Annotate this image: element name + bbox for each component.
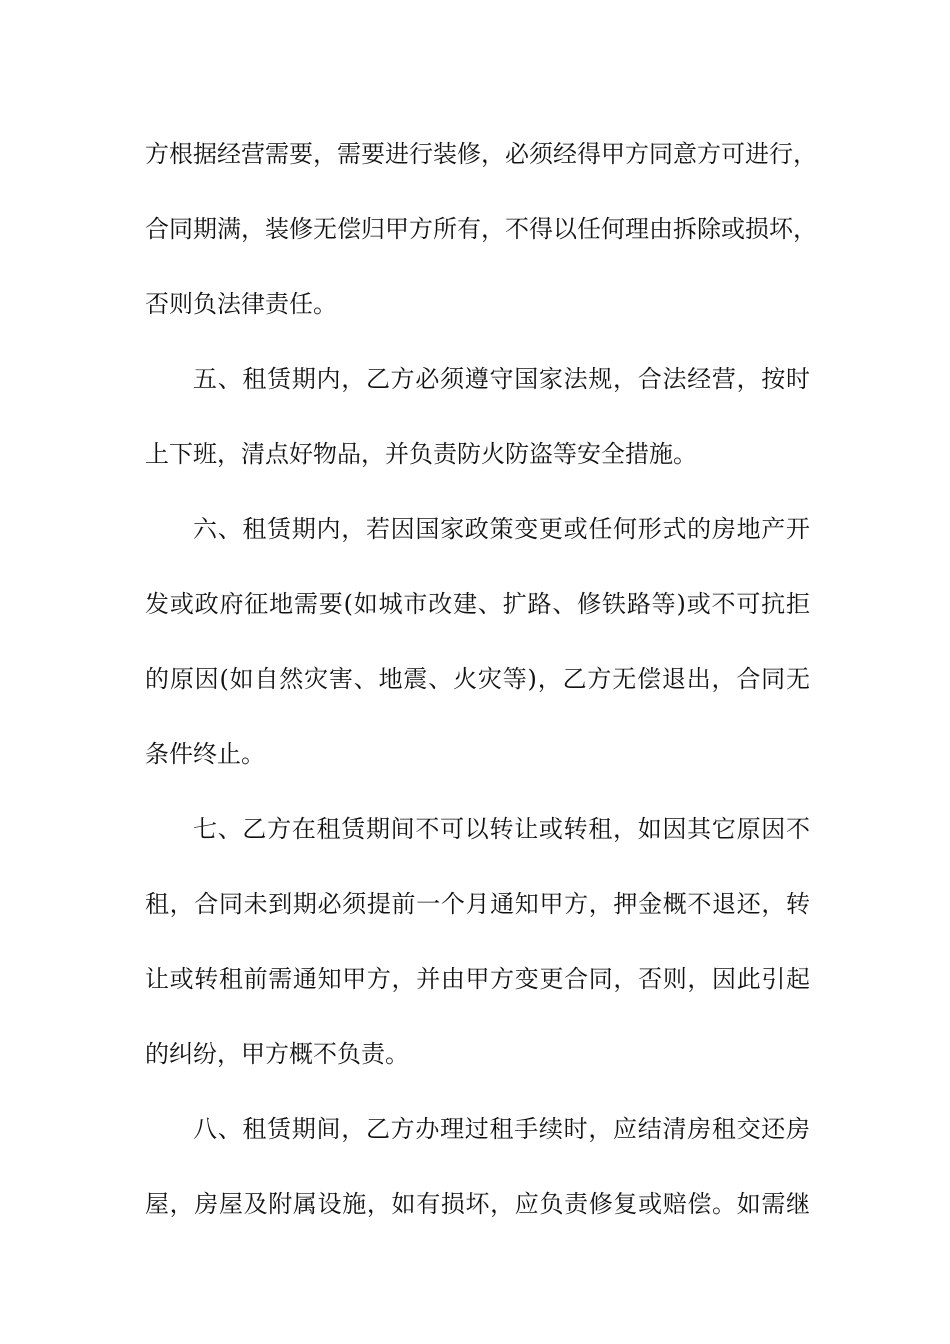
text-line: 屋，房屋及附属设施，如有损坏，应负责修复或赔偿。如需继	[145, 1190, 810, 1218]
text-line: 租，合同未到期必须提前一个月通知甲方，押金概不退还，转	[145, 890, 810, 918]
clause-6-start: 六、租赁期内，若因国家政策变更或任何形式的房地产开	[193, 515, 810, 543]
text-line: 合同期满，装修无偿归甲方所有，不得以任何理由拆除或损坏，	[145, 215, 817, 243]
contract-text-body	[145, 131, 817, 1256]
clause-5-start: 五、租赁期内，乙方必须遵守国家法规，合法经营，按时	[193, 365, 810, 393]
text-line: 发或政府征地需要(如城市改建、扩路、修铁路等)或不可抗拒	[145, 590, 810, 618]
text-line: 让或转租前需通知甲方，并由甲方变更合同，否则，因此引起	[145, 965, 810, 993]
clause-8-start: 八、租赁期间，乙方办理过租手续时，应结清房租交还房	[193, 1115, 810, 1143]
text-line: 否则负法律责任。	[145, 290, 337, 318]
clause-7-start: 七、乙方在租赁期间不可以转让或转租，如因其它原因不	[193, 815, 810, 843]
text-line: 条件终止。	[145, 740, 265, 768]
text-line: 的原因(如自然灾害、地震、火灾等)，乙方无偿退出，合同无	[145, 665, 810, 693]
text-line: 上下班，清点好物品，并负责防火防盗等安全措施。	[145, 440, 697, 468]
text-line: 方根据经营需要，需要进行装修，必须经得甲方同意方可进行，	[145, 140, 817, 168]
text-line: 的纠纷，甲方概不负责。	[145, 1040, 409, 1068]
